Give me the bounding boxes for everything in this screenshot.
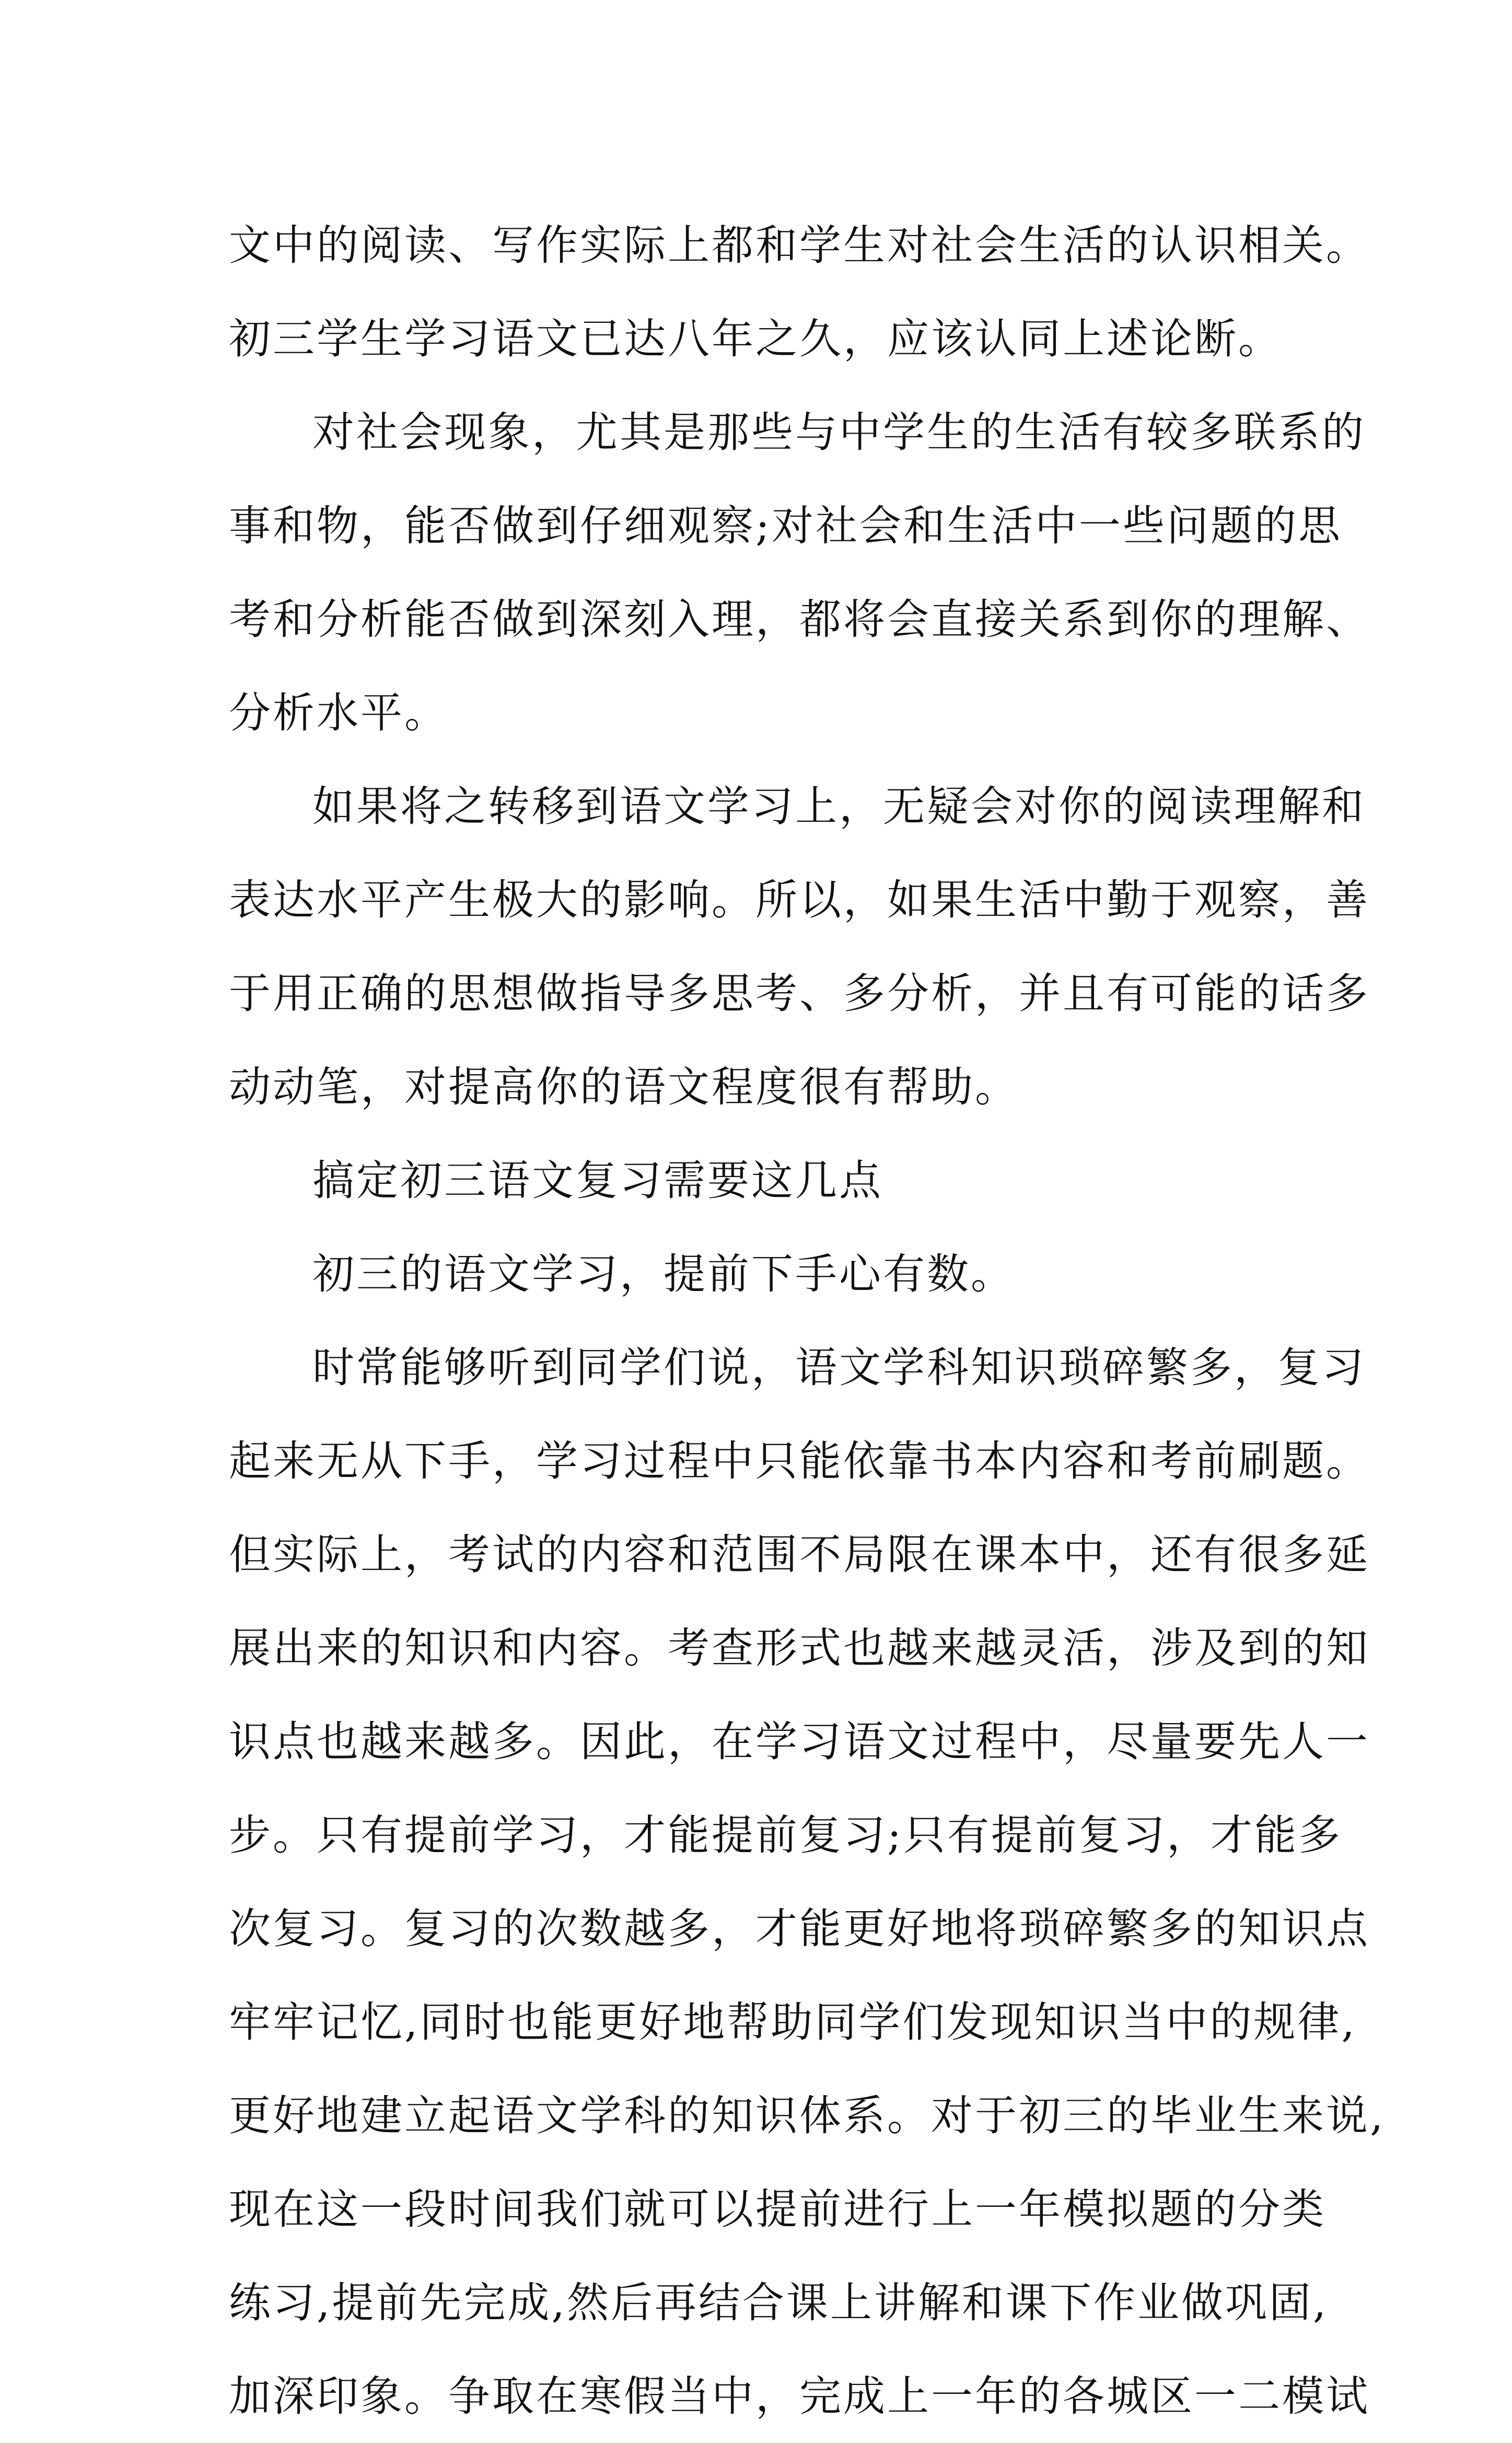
text-line: 动动笔，对提高你的语文程度很有帮助。 [229,1063,1019,1111]
text-line: 现在这一段时间我们就可以提前进行上一年模拟题的分类 [229,2185,1326,2233]
text-line: 分析水平。 [229,689,448,737]
text-line: 起来无从下手，学习过程中只能依靠书本内容和考前刷题。 [229,1437,1370,1485]
text-line: 展出来的知识和内容。考查形式也越来越灵活，涉及到的知 [229,1624,1370,1672]
text-line: 步。只有提前学习，才能提前复习;只有提前复习，才能多 [229,1811,1342,1859]
paragraph-start-line: 初三的语文学习，提前下手心有数。 [312,1250,1015,1298]
text-line: 于用正确的思想做指导多思考、多分析，并且有可能的话多 [229,969,1370,1018]
section-heading: 搞定初三语文复习需要这几点 [312,1156,883,1205]
text-line: 初三学生学习语文已达八年之久，应该认同上述论断。 [229,315,1282,363]
text-line: 事和物，能否做到仔细观察;对社会和生活中一些问题的思 [229,502,1342,550]
text-line: 但实际上，考试的内容和范围不局限在课本中，还有很多延 [229,1530,1370,1579]
body-text [229,199,1386,2443]
text-line: 次复习。复习的次数越多，才能更好地将琐碎繁多的知识点 [229,1904,1370,1953]
paragraph-start-line: 如果将之转移到语文学习上，无疑会对你的阅读理解和 [312,782,1366,831]
text-line: 识点也越来越多。因此，在学习语文过程中，尽量要先人一 [229,1717,1370,1766]
paragraph-start-line: 对社会现象，尤其是那些与中学生的生活有较多联系的 [312,408,1366,457]
text-line: 表达水平产生极大的影响。所以，如果生活中勤于观察，善 [229,876,1370,924]
paragraph-start-line: 时常能够听到同学们说，语文学科知识琐碎繁多，复习 [312,1343,1366,1392]
text-line: 更好地建立起语文学科的知识体系。对于初三的毕业生来说, [229,2091,1386,2140]
text-line: 加深印象。争取在寒假当中，完成上一年的各城区一二模试 [229,2372,1370,2421]
text-line: 练习,提前先完成,然后再结合课上讲解和课下作业做巩固, [229,2278,1329,2327]
text-line: 考和分析能否做到深刻入理，都将会直接关系到你的理解、 [229,595,1370,644]
text-line: 文中的阅读、写作实际上都和学生对社会生活的认识相关。 [229,221,1370,270]
text-line: 牢牢记忆,同时也能更好地帮助同学们发现知识当中的规律, [229,1998,1357,2046]
